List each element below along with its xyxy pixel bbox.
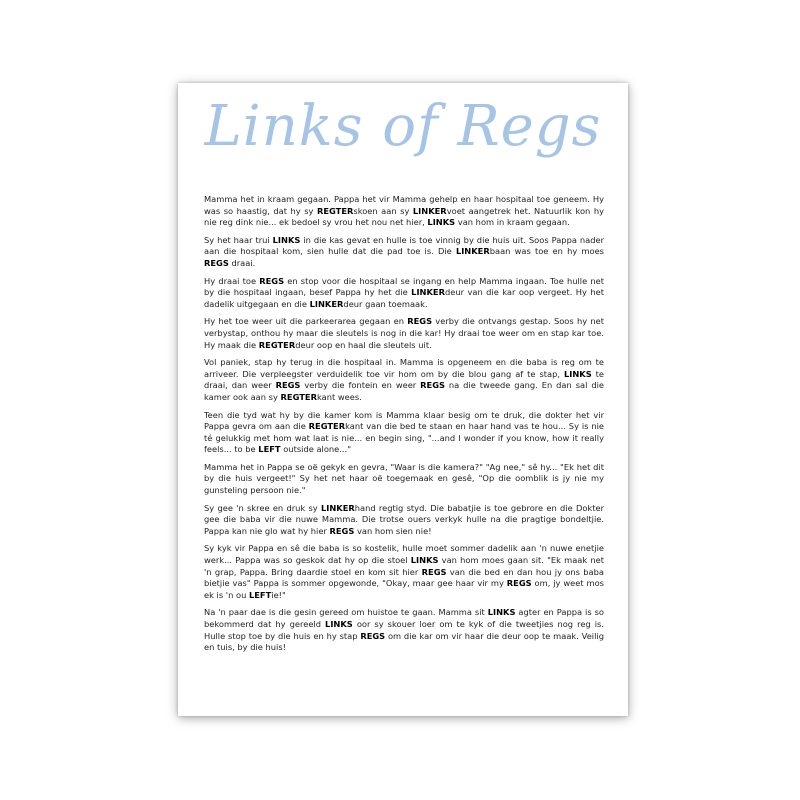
story-paragraph: [204, 462, 604, 497]
emphasis-word: REGS: [506, 578, 532, 589]
emphasis-word: REGS: [204, 257, 229, 268]
emphasis-word: LINKS: [487, 607, 516, 618]
emphasis-word: LEFT: [248, 589, 272, 600]
emphasis-word: LINKS: [325, 619, 353, 629]
story-paragraph: [204, 543, 604, 601]
story-paragraph: [204, 235, 604, 270]
paragraph-text: Hy het toe weer uit die parkeerarea gegaan en: [204, 316, 408, 327]
paragraph-text: voet aangetrek het. Natuurlik kon hy nie reg dink nie... ek bedoel sy vrou het nou net hier,: [204, 205, 605, 228]
paragraph-text: deur gaan toemaak.: [343, 298, 428, 309]
emphasis-word: REGTER: [280, 391, 317, 402]
story-paragraph: [204, 357, 604, 403]
emphasis-word: REGS: [407, 316, 433, 327]
emphasis-word: LINKS: [410, 555, 439, 566]
emphasis-word: REGS: [421, 566, 447, 577]
paragraph-text: kant wees.: [316, 391, 362, 402]
paragraph-text: Sy gee 'n skree en druk sy: [204, 502, 321, 513]
paragraph-text: verby die fontein en weer: [300, 380, 421, 391]
paragraph-text: draai.: [228, 257, 256, 268]
paragraph-text: Sy kyk vir Pappa en sê die baba is so kostelik, hulle moet sommer dadelik aan 'n nuwe enetjie werk... Pappa was so geskok dat hy op die stoel: [204, 543, 604, 566]
paragraph-text: outside alone...": [280, 444, 352, 455]
paragraph-text: Teen die tyd wat hy by die kamer kom is Mamma klaar besig om te druk, die dokter het vir Pappa gevra om aan die: [204, 409, 604, 432]
paragraph-text: van die bed en dan hou jy ons baba bietjie vas" Pappa is sommer opgewonde, "Okay, maar gee haar vir my: [204, 566, 604, 589]
story-paragraph: [204, 410, 604, 456]
story-paragraph: [204, 503, 604, 538]
emphasis-word: REGTER: [316, 205, 354, 216]
paragraph-text: te draai, dan weer: [204, 368, 604, 391]
paragraph-text: agter en Pappa is so bekommerd dat hy gereeld: [204, 607, 604, 629]
paragraph-text: Mamma het in kraam gegaan. Pappa het vir Mamma gehelp en haar hospitaal toe geneem. Hy was so haastig, dat hy sy: [204, 194, 604, 216]
emphasis-word: REGTER: [308, 421, 346, 432]
paragraph-text: in die kas gevat en hulle is toe vinnig by die huis uit. Soos Pappa nader aan die hospitaal kom, sien hulle dat die pad toe is. Die: [204, 234, 604, 257]
story-paragraph: [204, 276, 604, 311]
paragraph-text: verby die ontvangs gestap. Soos hy net verbystap, onthou hy maar die sleutels is nog in die kar! Hy draai toe weer om en stap kar toe. Hy maak die: [204, 316, 604, 350]
emphasis-word: LEFT: [258, 444, 281, 455]
paragraph-text: deur van die kar oop vergeet. Hy het dadelik uitgegaan en die: [204, 287, 605, 309]
story-paragraph: [204, 607, 604, 653]
emphasis-word: REGS: [360, 630, 386, 641]
emphasis-word: LINKS: [563, 368, 592, 379]
paragraph-text: skoen aan sy: [353, 205, 413, 216]
story-paragraph: [204, 316, 604, 351]
paragraph-text: van hom moes gaan sit. "Ek maak net 'n grap, Pappa. Bring daardie stoel en kom sit hier: [204, 555, 604, 577]
paragraph-text: na die tweede gang. En dan sal die kamer ook aan sy: [204, 380, 604, 402]
emphasis-word: LINKER: [320, 502, 355, 513]
paragraph-text: Sy het haar trui: [204, 234, 273, 245]
paragraph-text: en stop voor die hospitaal se ingang en help Mamma ingaan. Toe hulle net by die hospitaal ingaan, besef Pappa hy het die: [204, 275, 604, 298]
emphasis-word: LINKER: [309, 298, 344, 309]
story-card: [178, 83, 628, 716]
emphasis-word: REGS: [275, 380, 301, 391]
paragraph-text: Hy draai toe: [204, 275, 260, 286]
story-title: Links of Regs: [204, 94, 602, 159]
paragraph-text: Na 'n paar dae is die gesin gereed om huistoe te gaan. Mamma sit: [204, 607, 488, 618]
paragraph-text: baan was toe en hy moes: [489, 246, 604, 257]
story-body: [204, 194, 604, 660]
paragraph-text: Mamma het in Pappa se oë gekyk en gevra, "Waar is die kamera?" "Ag nee," sê hy... "Ek het dit by die huis vergeet!" Sy het net haar oë toegemaak en gesê, "Op die oomblik is jy nie my gunsteling persoon nie.": [204, 461, 604, 496]
emphasis-word: LINKER: [411, 287, 445, 298]
paragraph-text: hand regtig styd. Die babatjie is toe gebrore en die Dokter gee die baba vir die nuwe Mamma. Die trotse ouers verkyk hulle na die pragtige bondeltjie. Pappa kan nie glo wat hy hier: [204, 502, 604, 536]
emphasis-word: REGS: [329, 525, 355, 536]
story-paragraph: [204, 194, 604, 229]
emphasis-word: LINKER: [412, 205, 447, 216]
paragraph-text: om die kar om vir haar die deur oop te maak. Veilig en tuis, by die huis!: [204, 630, 604, 653]
emphasis-word: REGTER: [258, 339, 296, 350]
paragraph-text: van hom in kraam gegaan.: [455, 217, 570, 228]
paragraph-text: om, jy weet mos ek is 'n ou: [204, 578, 604, 600]
paragraph-text: oor sy skouer loer om te kyk of die tweetjies nog reg is. Hulle stop toe by die huis en hy stap: [204, 619, 604, 641]
emphasis-word: LINKS: [272, 234, 301, 245]
emphasis-word: LINKS: [427, 217, 456, 228]
emphasis-word: LINKER: [455, 246, 490, 257]
emphasis-word: REGS: [420, 380, 445, 391]
emphasis-word: REGS: [259, 275, 285, 286]
paragraph-text: ie!": [271, 589, 286, 600]
paragraph-text: Vol paniek, stap hy terug in die hospitaal in. Mamma is opgeneem en die baba is reg om te arriveer. Die verpleegster verduidelik toe vir hom om by die blou gang af te stap,: [204, 357, 604, 379]
paragraph-text: kant van die bed te staan en haar hand vas te hou... Sy is nie té gelukkig met hom wat laat is nie... en begin sing, "...and I wonder if you know, how it really feels... to be: [204, 421, 604, 455]
paragraph-text: deur oop en haal die sleutels uit.: [295, 339, 432, 350]
paragraph-text: van hom sien nie!: [354, 525, 432, 536]
